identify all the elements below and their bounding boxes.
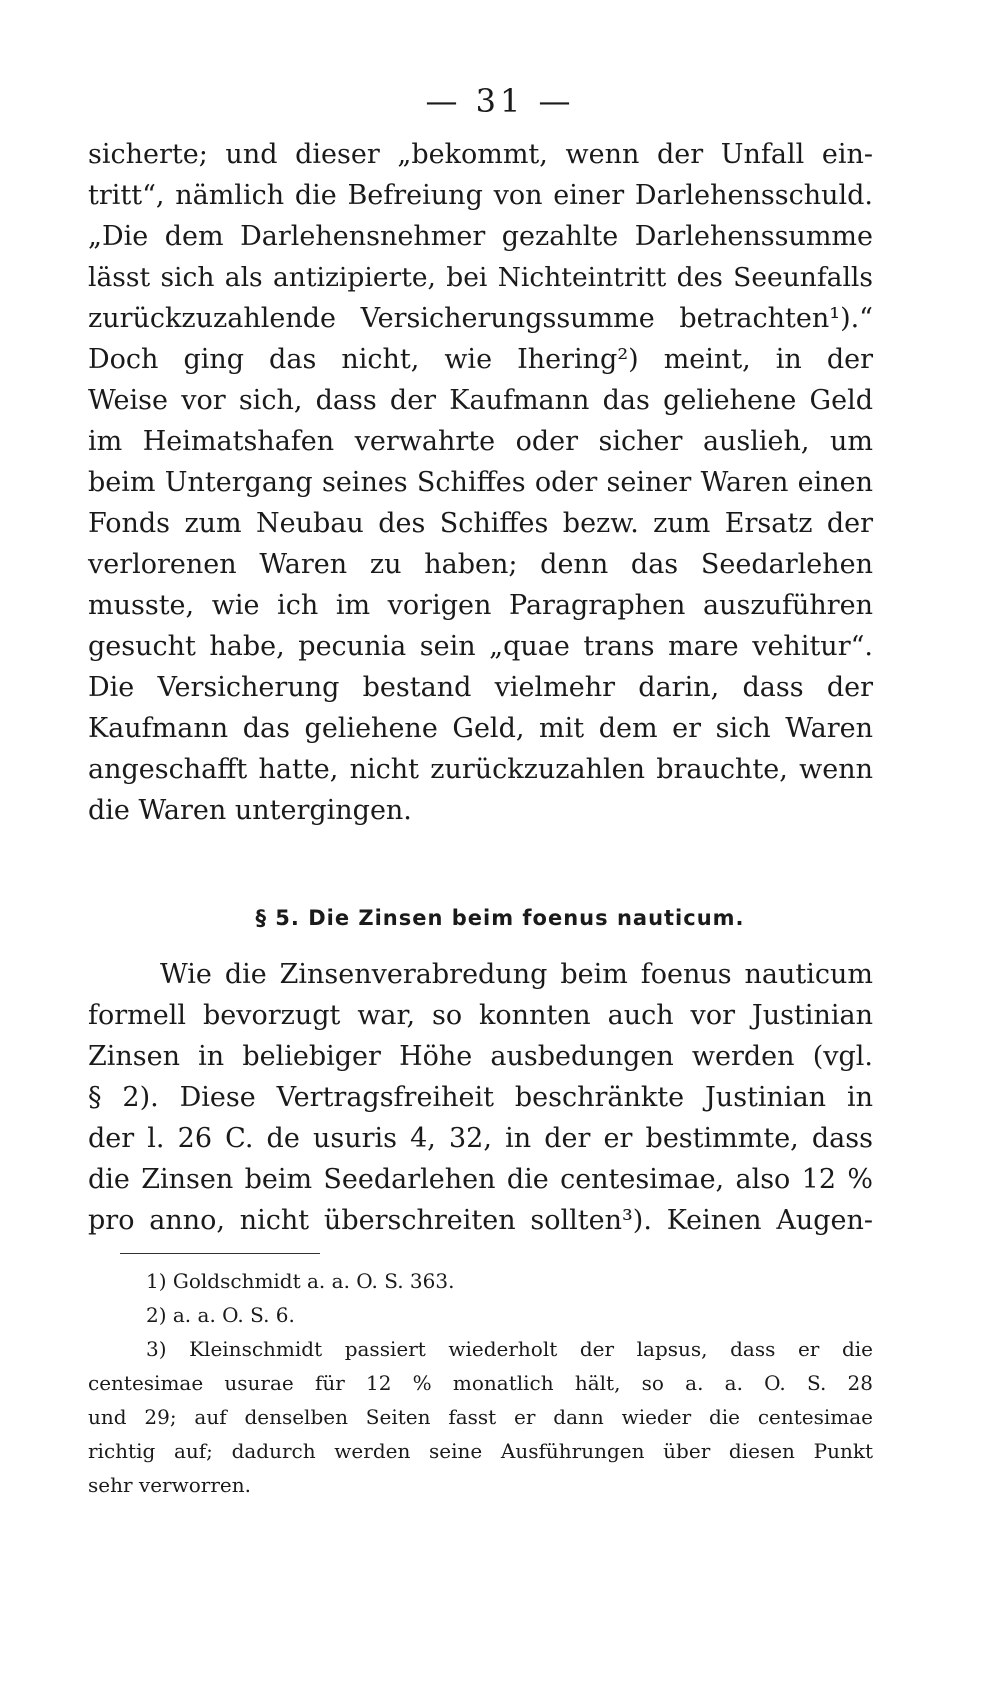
paragraph-2 — [88, 954, 873, 1241]
section-heading: § 5. Die Zinsen beim foenus nauticum. — [255, 906, 745, 930]
text-line: lässt sich als antizipierte, bei Nichteintritt des Seeunfalls — [88, 262, 873, 293]
text-line: § 2). Diese Vertragsfreiheit beschränkte Justinian in — [88, 1082, 873, 1113]
text-line: Fonds zum Neubau des Schiffes bezw. zum Ersatz der — [88, 508, 873, 539]
text-line: Zinsen in beliebiger Höhe ausbedungen werden (vgl. — [88, 1041, 873, 1072]
text-line: formell bevorzugt war, so konnten auch vor Justinian — [88, 1000, 873, 1031]
footnote-1: 1) Goldschmidt a. a. O. S. 363. — [146, 1269, 455, 1293]
text-line: im Heimatshafen verwahrte oder sicher auslieh, um — [88, 426, 873, 457]
text-line: die Waren untergingen. — [88, 795, 412, 826]
footnote-3-line: richtig auf; dadurch werden seine Ausführungen über diesen Punkt — [88, 1439, 873, 1463]
text-line: gesucht habe, pecunia sein „quae trans mare vehitur“. — [88, 631, 873, 662]
text-line: musste, wie ich im vorigen Paragraphen auszuführen — [88, 590, 873, 621]
footnote-3-line: centesimae usurae für 12 % monatlich hält, so a. a. O. S. 28 — [88, 1371, 873, 1395]
text-line: angeschafft hatte, nicht zurückzuzahlen brauchte, wenn — [88, 754, 873, 785]
text-line: verlorenen Waren zu haben; denn das Seedarlehen — [88, 549, 873, 580]
text-line: Die Versicherung bestand vielmehr darin, dass der — [88, 672, 873, 703]
text-line: Kaufmann das geliehene Geld, mit dem er sich Waren — [88, 713, 873, 744]
footnotes — [88, 1264, 873, 1502]
text-line: Doch ging das nicht, wie Ihering²) meint, in der — [88, 344, 873, 375]
text-line: Wie die Zinsenverabredung beim foenus nauticum — [160, 959, 873, 990]
text-line: die Zinsen beim Seedarlehen die centesimae, also 12 % — [88, 1164, 873, 1195]
footnote-3: 3) Kleinschmidt passiert wiederholt der lapsus, dass er die — [146, 1337, 873, 1361]
text-line: zurückzuzahlende Versicherungssumme betrachten¹).“ — [88, 303, 873, 334]
text-line: tritt“, nämlich die Befreiung von einer Darlehensschuld. — [88, 180, 873, 211]
text-line: „Die dem Darlehensnehmer gezahlte Darlehenssumme — [88, 221, 873, 252]
footnote-3-line: und 29; auf denselben Seiten fasst er dann wieder die centesimae — [88, 1405, 873, 1429]
page-number: — 31 — — [425, 82, 575, 120]
text-line: sicherte; und dieser „bekommt, wenn der Unfall ein- — [88, 139, 873, 170]
paragraph-1 — [88, 134, 873, 831]
text-line: der l. 26 C. de usuris 4, 32, in der er bestimmte, dass — [88, 1123, 873, 1154]
footnote-2: 2) a. a. O. S. 6. — [146, 1303, 295, 1327]
footnote-3-line: sehr verworren. — [88, 1473, 251, 1497]
text-line: Weise vor sich, dass der Kaufmann das geliehene Geld — [88, 385, 873, 416]
footnote-divider — [120, 1253, 320, 1254]
text-line: beim Untergang seines Schiffes oder seiner Waren einen — [88, 467, 873, 498]
text-line: pro anno, nicht überschreiten sollten³). Keinen Augen- — [88, 1205, 873, 1236]
